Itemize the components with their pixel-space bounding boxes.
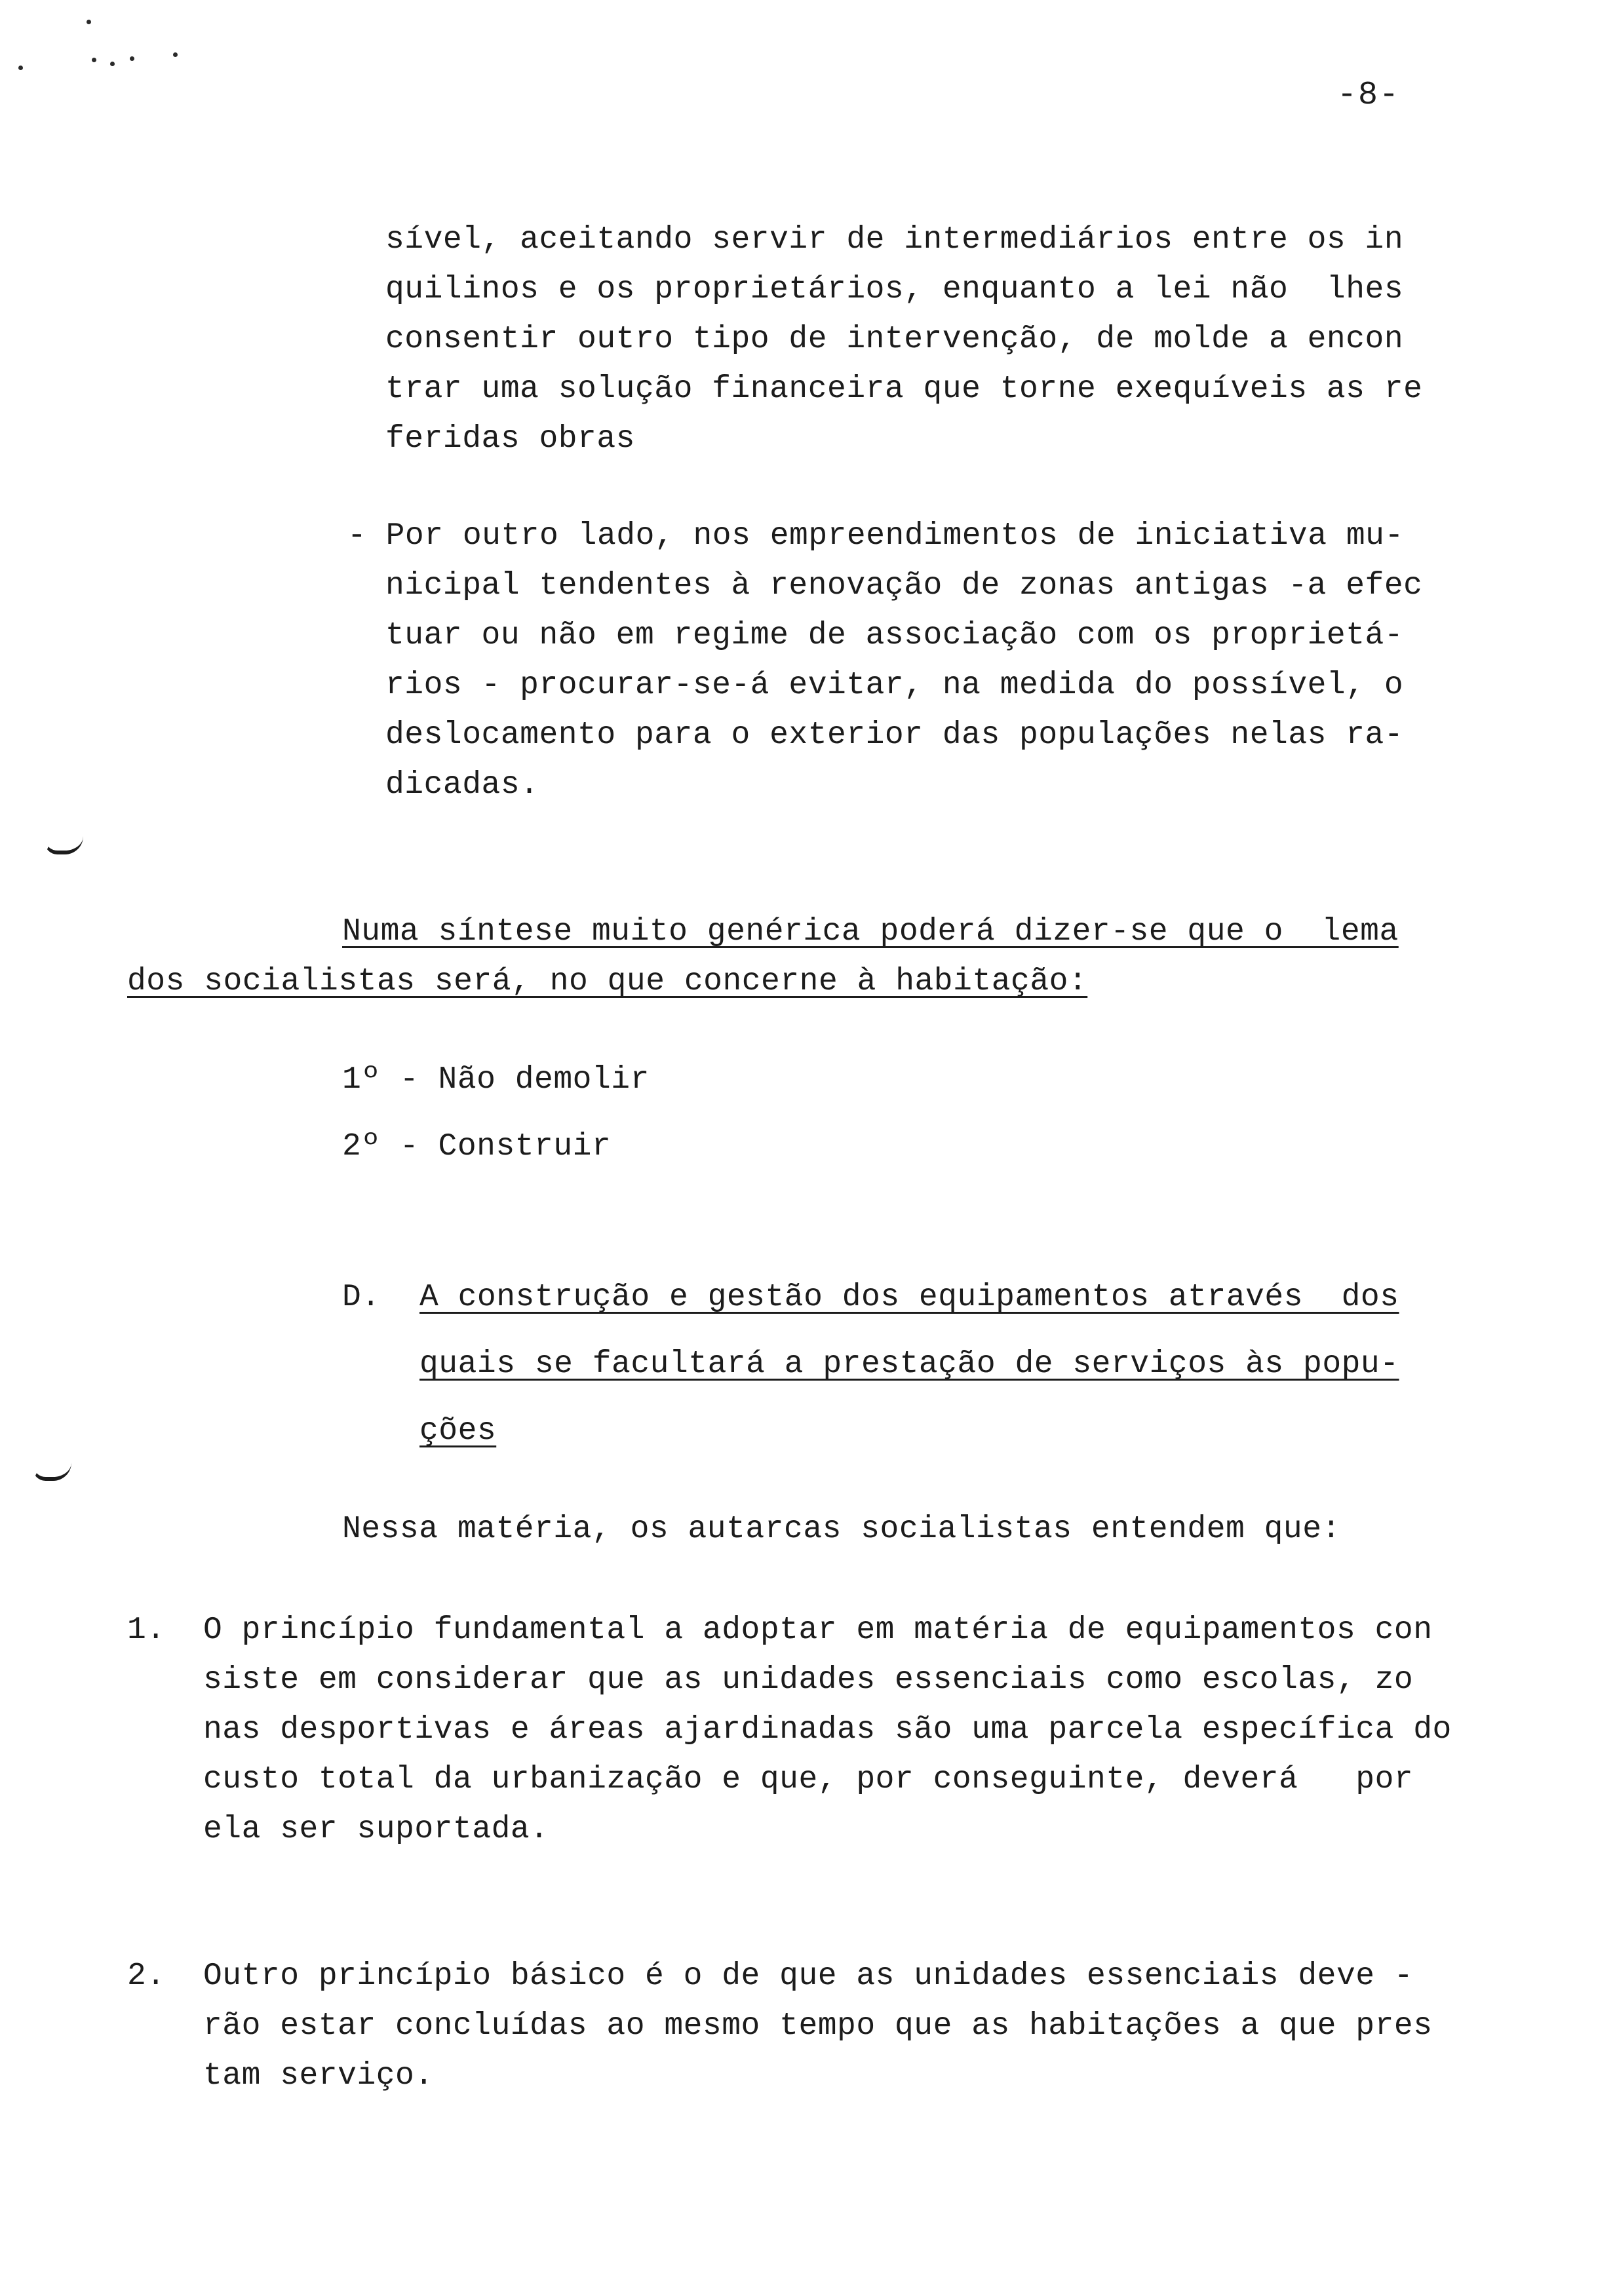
text-line: custo total da urbanização e que, por conseguinte, deverá por <box>203 1762 1414 1797</box>
scan-speck <box>18 66 23 70</box>
section-title-line: quais se facultará a prestação de serviços às popu- <box>419 1347 1399 1382</box>
text-line: feridas obras <box>385 421 635 457</box>
text-line: deslocamento para o exterior das populações nelas ra- <box>385 718 1404 753</box>
text-line: nicipal tendentes à renovação de zonas antigas -a efec <box>385 568 1423 603</box>
item-number: 1. <box>127 1613 166 1648</box>
text-line: tuar ou não em regime de associação com os proprietá- <box>385 618 1404 653</box>
text-line: ela ser suportada. <box>203 1812 549 1847</box>
text-line: - Por outro lado, nos empreendimentos de iniciativa mu- <box>347 518 1404 554</box>
text-line: Numa síntese muito genérica poderá dizer-se que o lema <box>342 914 1399 949</box>
scan-speck <box>92 58 96 62</box>
section-label: D. <box>342 1280 381 1315</box>
item-number: 2. <box>127 1959 166 1994</box>
text-line: sível, aceitando servir de intermediários entre os in <box>385 222 1404 258</box>
list-item: 2º - Construir <box>342 1129 612 1164</box>
text-line: O princípio fundamental a adoptar em matéria de equipamentos con <box>203 1613 1433 1648</box>
text-line: nas desportivas e áreas ajardinadas são uma parcela específica do <box>203 1712 1452 1748</box>
page-number: -8- <box>1337 77 1401 114</box>
text-line: tam serviço. <box>203 2058 434 2094</box>
section-title-line: A construção e gestão dos equipamentos através dos <box>419 1280 1399 1315</box>
text-line: consentir outro tipo de intervenção, de molde a encon <box>385 322 1404 357</box>
text-line: rão estar concluídas ao mesmo tempo que as habitações a que pres <box>203 2008 1433 2044</box>
text-line: trar uma solução financeira que torne exequíveis as re <box>385 372 1423 407</box>
text-line: siste em considerar que as unidades essenciais como escolas, zo <box>203 1662 1414 1698</box>
scan-speck <box>130 56 134 61</box>
section-title-line: ções <box>419 1413 497 1449</box>
scan-speck <box>87 20 91 24</box>
scan-speck <box>110 62 115 66</box>
list-item: 1º - Não demolir <box>342 1062 650 1098</box>
margin-mark <box>33 1463 71 1481</box>
text-line: dicadas. <box>385 767 539 803</box>
intro-sentence: Nessa matéria, os autarcas socialistas entendem que: <box>342 1512 1341 1547</box>
margin-mark <box>45 836 83 854</box>
text-line: quilinos e os proprietários, enquanto a lei não lhes <box>385 272 1404 307</box>
text-line: Outro princípio básico é o de que as unidades essenciais deve - <box>203 1959 1414 1994</box>
text-line: dos socialistas será, no que concerne à habitação: <box>127 964 1088 999</box>
text-line: rios - procurar-se-á evitar, na medida do possível, o <box>385 668 1404 703</box>
scan-speck <box>173 52 178 57</box>
